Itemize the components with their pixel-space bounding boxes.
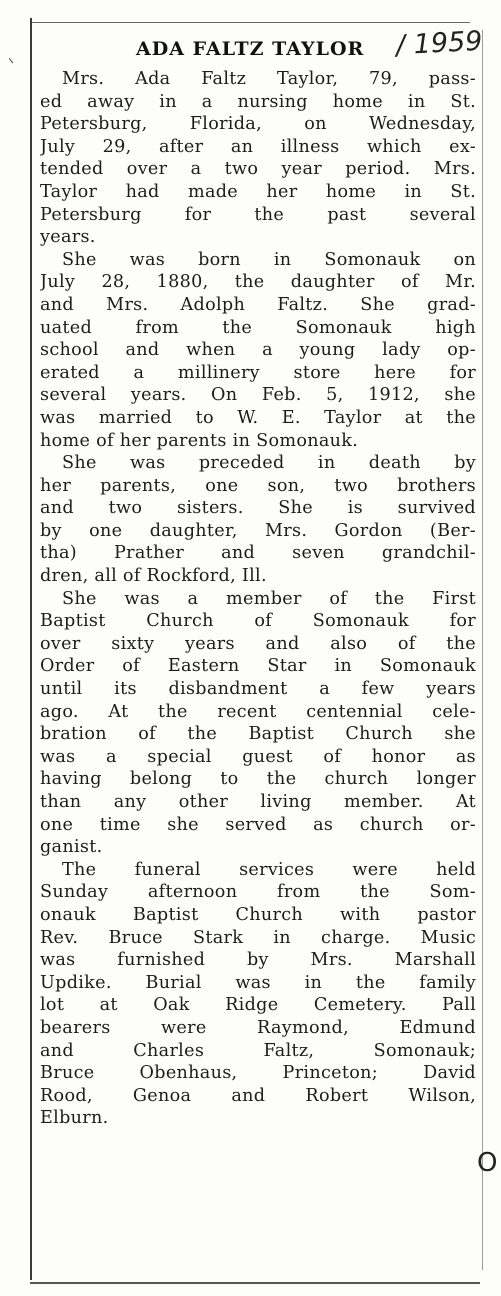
text-line: was a special guest of honor as [40,746,476,767]
text-line: uated from the Somonauk high [40,317,476,338]
text-line: years. [40,227,96,248]
text-line: The funeral services were held [62,859,476,880]
text-line: Petersburg, Florida, on Wednesday, [40,114,476,135]
text-line: tha) Prather and seven grandchil- [40,543,476,564]
article-paragraph [40,249,476,452]
text-line: by one daughter, Mrs. Gordon (Ber- [40,520,476,541]
text-line: lot at Oak Ridge Cemetery. Pall [40,995,476,1016]
text-line: home of her parents in Somonauk. [40,430,359,451]
article-paragraph [40,588,476,859]
stray-pen-mark [9,55,18,64]
text-line: Order of Eastern Star in Somonauk [40,656,476,677]
article-header [40,25,484,68]
text-line: onauk Baptist Church with pastor [40,904,476,925]
article-body [40,68,476,1130]
text-line: was married to W. E. Taylor at the [40,407,476,428]
obituary-article [40,25,484,1130]
text-line: Rood, Genoa and Robert Wilson, [40,1085,476,1106]
text-line: July 28, 1880, the daughter of Mr. [40,272,476,293]
text-line: Sunday afternoon from the Som- [40,882,476,903]
text-line: Mrs. Ada Faltz Taylor, 79, pass- [62,69,476,89]
clipping-right-edge [482,30,483,1270]
text-line: over sixty years and also of the [40,633,476,654]
clipping-top-edge [30,22,470,23]
text-line: Updike. Burial was in the family [40,972,476,993]
text-line: ago. At the recent centennial cele- [40,701,476,722]
text-line: Rev. Bruce Stark in charge. Music [40,927,476,948]
text-line: than any other living member. At [40,792,476,812]
text-line: She was born in Somonauk on [62,249,476,270]
text-line: one time she served as church or- [40,814,476,835]
text-line: tended over a two year period. Mrs. [40,159,476,180]
text-line: erated a millinery store here for [40,362,476,383]
article-title: ADA FALTZ TAYLOR [136,38,365,60]
text-line: Baptist Church of Somonauk for [40,611,476,632]
article-paragraph [40,859,476,1130]
text-line: and Mrs. Adolph Faltz. She grad- [40,294,476,315]
text-line: until its disbandment a few years [40,679,476,700]
text-line: ed away in a nursing home in St. [40,91,476,112]
text-line: school and when a young lady op- [40,340,476,361]
text-line: dren, all of Rockford, Ill. [40,566,267,587]
clipping-bottom-edge [30,1282,480,1284]
text-line: Taylor had made her home in St. [40,181,476,202]
text-line: ganist. [40,837,103,858]
clipping-left-edge [30,18,32,1280]
text-line: She was preceded in death by [62,453,476,474]
text-line: bration of the Baptist Church she [40,724,476,745]
text-line: several years. On Feb. 5, 1912, she [40,385,476,406]
text-line: and two sisters. She is survived [40,498,476,519]
text-line: bearers were Raymond, Edmund [40,1017,476,1038]
handwritten-year: / 1959 [395,25,484,62]
text-line: her parents, one son, two brothers [40,475,476,496]
text-line: and Charles Faltz, Somonauk; [40,1040,476,1061]
text-line: Elburn. [40,1108,109,1129]
article-paragraph [40,452,476,588]
text-line: She was a member of the First [62,588,476,609]
text-line: was furnished by Mrs. Marshall [40,950,476,971]
margin-letter: O [477,1148,498,1178]
article-paragraph [40,68,476,249]
text-line: Petersburg for the past several [40,204,476,225]
text-line: July 29, after an illness which ex- [40,136,476,157]
text-line: Bruce Obenhaus, Princeton; David [40,1063,476,1084]
text-line: having belong to the church longer [40,769,476,790]
